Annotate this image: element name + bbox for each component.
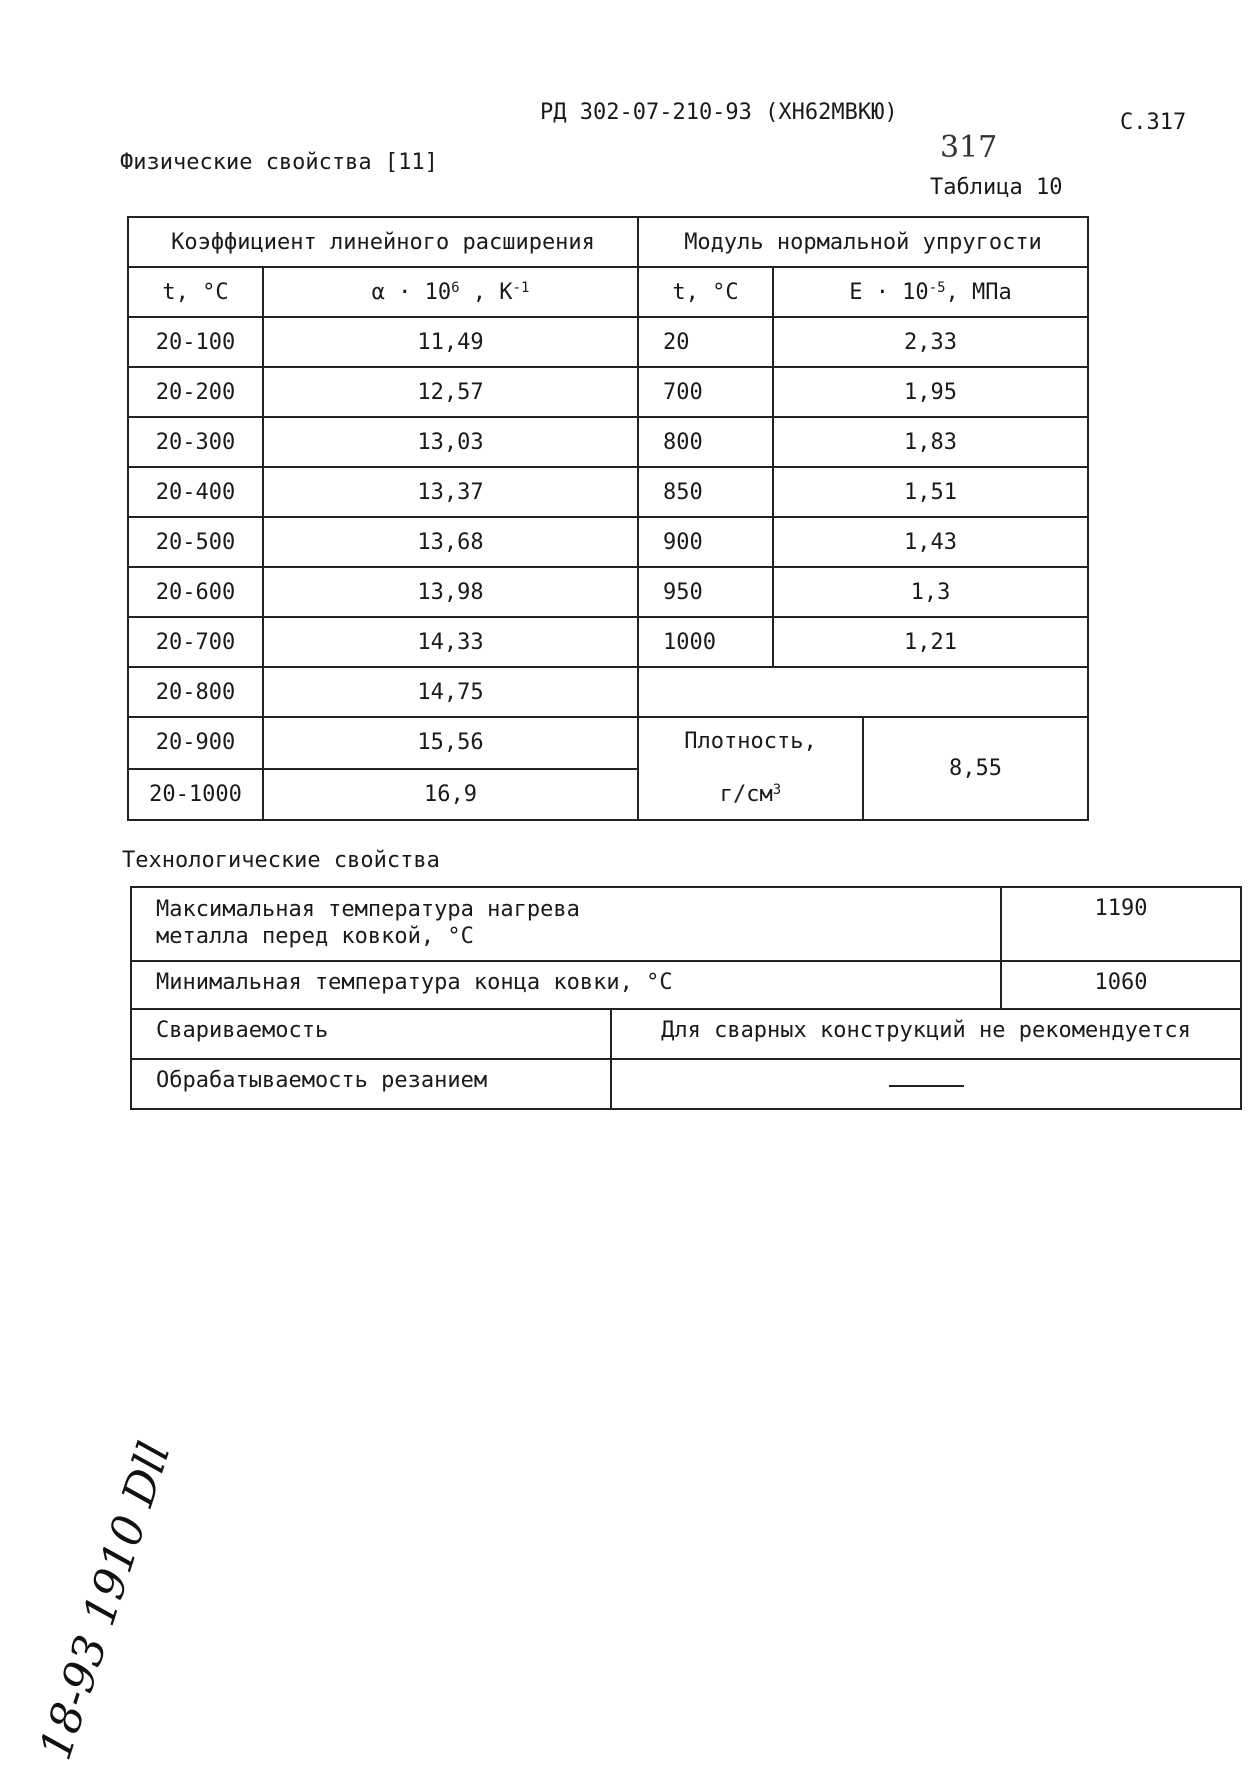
weldability-value: Для сварных конструкций не рекомендуется — [611, 1009, 1241, 1059]
machinability-value — [611, 1059, 1241, 1109]
table-row — [128, 617, 1088, 667]
expansion-range-cell: 20-200 — [128, 367, 263, 417]
table-row — [128, 417, 1088, 467]
elasticity-temp-cell: 850 — [638, 467, 773, 517]
technological-properties-title: Технологические свойства — [122, 848, 440, 873]
page-number: С.317 — [1120, 110, 1187, 135]
elasticity-header: Модуль нормальной упругости — [638, 217, 1088, 267]
elasticity-value-cell: 1,21 — [773, 617, 1088, 667]
max-forging-temp-label: Максимальная температура нагрева металла перед ковкой, °С — [131, 887, 1001, 961]
expansion-value-cell: 13,98 — [263, 567, 638, 617]
min-forging-temp-value: 1060 — [1001, 961, 1241, 1009]
expansion-header: Коэффициент линейного расширения — [128, 217, 638, 267]
expansion-range-cell: 20-700 — [128, 617, 263, 667]
elasticity-value-cell: 1,83 — [773, 417, 1088, 467]
table-row — [131, 961, 1241, 1009]
expansion-value-cell: 12,57 — [263, 367, 638, 417]
expansion-value-cell: 11,49 — [263, 317, 638, 367]
elasticity-value-cell: 1,95 — [773, 367, 1088, 417]
elasticity-value-cell: 1,3 — [773, 567, 1088, 617]
machinability-label: Обрабатываемость резанием — [131, 1059, 611, 1109]
col-modulus: $Е \cdot 10^{-5}$, МПа — [773, 267, 1088, 317]
expansion-value-cell: 13,68 — [263, 517, 638, 567]
density-unit: $г/см^3$ — [719, 782, 782, 807]
table-subheader-row — [128, 267, 1088, 317]
expansion-range-cell: 20-100 — [128, 317, 263, 367]
table-row — [131, 1059, 1241, 1109]
table-label: Таблица 10 — [930, 175, 1063, 200]
elasticity-temp-cell: 800 — [638, 417, 773, 467]
table-row — [128, 717, 1088, 769]
expansion-value-cell: 13,37 — [263, 467, 638, 517]
elasticity-temp-cell: 20 — [638, 317, 773, 367]
empty-cell — [638, 667, 1088, 717]
elasticity-temp-cell: 950 — [638, 567, 773, 617]
expansion-range-cell: 20-600 — [128, 567, 263, 617]
table-row — [128, 317, 1088, 367]
elasticity-temp-cell: 900 — [638, 517, 773, 567]
expansion-value-cell: 16,9 — [263, 769, 638, 821]
document-code: РД 302-07-210-93 (ХН62МВКЮ) — [540, 100, 898, 125]
physical-properties-title: Физические свойства [11] — [120, 150, 438, 175]
expansion-range-cell: 20-800 — [128, 667, 263, 717]
expansion-range-cell: 20-900 — [128, 717, 263, 769]
expansion-range-cell: 20-500 — [128, 517, 263, 567]
density-label-cell — [638, 717, 863, 820]
expansion-range-cell: 20-400 — [128, 467, 263, 517]
col-alpha: $\alpha \cdot 10^6$ , $К^{-1}$ — [263, 267, 638, 317]
density-label: Плотность, — [684, 729, 817, 754]
expansion-range-cell: 20-300 — [128, 417, 263, 467]
physical-properties-table — [127, 216, 1089, 821]
max-forging-temp-value: 1190 — [1001, 887, 1241, 961]
table-row — [128, 467, 1088, 517]
table-row — [128, 567, 1088, 617]
table-row — [128, 367, 1088, 417]
technological-properties-table — [130, 886, 1242, 1110]
expansion-range-cell: 20-1000 — [128, 769, 263, 821]
handwritten-page-number: 317 — [940, 130, 998, 165]
table-row — [128, 517, 1088, 567]
elasticity-value-cell: 2,33 — [773, 317, 1088, 367]
elasticity-temp-cell: 700 — [638, 367, 773, 417]
elasticity-temp-cell: 1000 — [638, 617, 773, 667]
handwritten-margin-note: 18-93 1910 Dll — [30, 1435, 181, 1766]
expansion-value-cell: 14,75 — [263, 667, 638, 717]
weldability-label: Свариваемость — [131, 1009, 611, 1059]
table-row — [131, 887, 1241, 961]
expansion-value-cell: 14,33 — [263, 617, 638, 667]
table-row — [131, 1009, 1241, 1059]
elasticity-value-cell: 1,51 — [773, 467, 1088, 517]
density-value-cell: 8,55 — [863, 717, 1088, 820]
expansion-value-cell: 15,56 — [263, 717, 638, 769]
col-temperature: t, °С — [128, 267, 263, 317]
elasticity-value-cell: 1,43 — [773, 517, 1088, 567]
expansion-value-cell: 13,03 — [263, 417, 638, 467]
dash-mark — [889, 1085, 964, 1087]
min-forging-temp-label: Минимальная температура конца ковки, °С — [131, 961, 1001, 1009]
col-temperature-2: t, °С — [638, 267, 773, 317]
table-row — [128, 667, 1088, 717]
table-header-row — [128, 217, 1088, 267]
